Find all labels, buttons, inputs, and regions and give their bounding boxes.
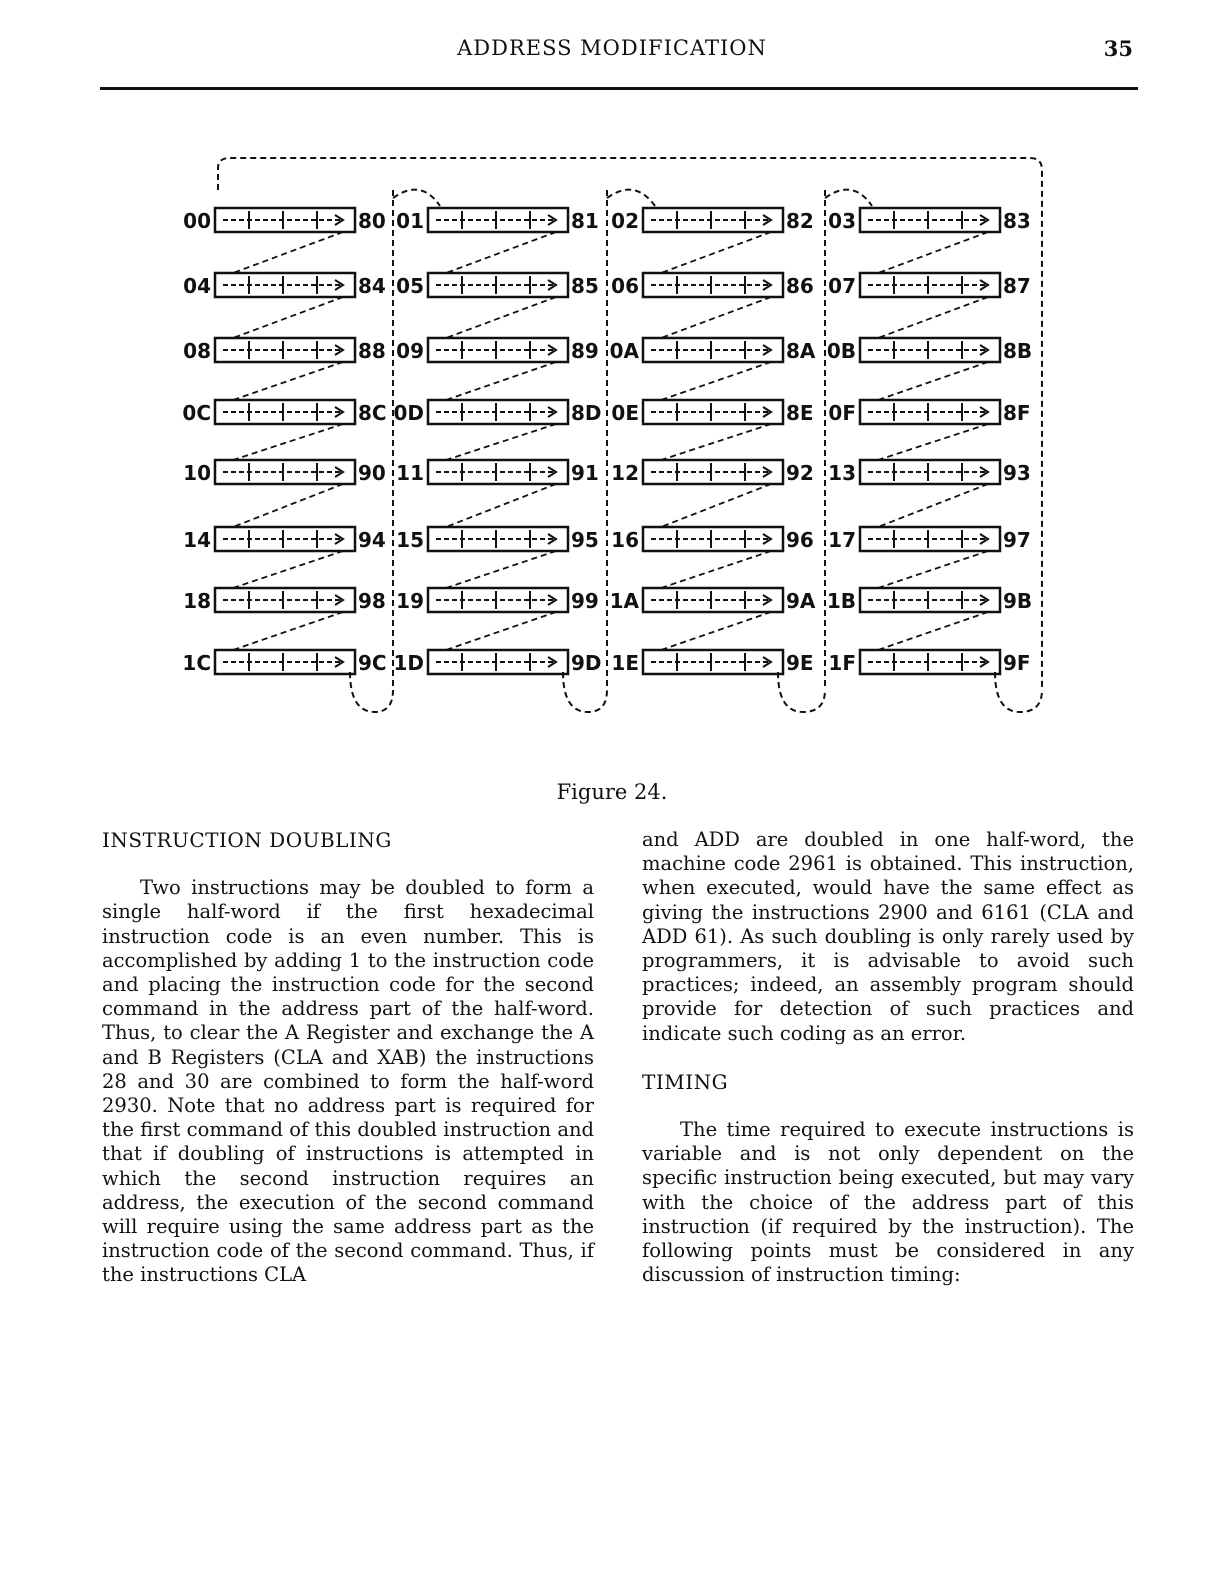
address-label-left: 10 <box>183 461 211 485</box>
address-label-left: 1D <box>393 651 424 675</box>
address-label-right: 9D <box>571 651 602 675</box>
diagonal-link-line <box>661 232 771 273</box>
address-label-right: 9E <box>786 651 814 675</box>
header-rule <box>100 87 1138 90</box>
diagonal-link-line <box>661 551 771 588</box>
address-label-left: 13 <box>828 461 856 485</box>
diagonal-link-line <box>878 612 988 650</box>
diagonal-link-line <box>446 551 556 588</box>
figure-24-memory-diagram <box>0 140 1224 740</box>
column-return-loop <box>778 672 825 712</box>
address-label-right: 84 <box>358 274 386 298</box>
diagonal-link-line <box>661 362 771 400</box>
address-label-left: 12 <box>611 461 639 485</box>
section-heading-instruction-doubling: INSTRUCTION DOUBLING <box>102 828 392 852</box>
diagonal-link-line <box>233 362 343 400</box>
address-label-left: 0C <box>182 401 211 425</box>
address-label-right: 92 <box>786 461 814 485</box>
address-label-left: 09 <box>396 339 424 363</box>
address-label-right: 89 <box>571 339 599 363</box>
address-label-right: 88 <box>358 339 386 363</box>
diagonal-link-line <box>878 232 988 273</box>
address-label-left: 0F <box>828 401 856 425</box>
column-entry-arc <box>607 190 655 206</box>
diagonal-link-line <box>446 612 556 650</box>
address-label-left: 18 <box>183 589 211 613</box>
address-label-left: 15 <box>396 528 424 552</box>
diagonal-link-line <box>446 232 556 273</box>
address-label-right: 95 <box>571 528 599 552</box>
diagonal-link-line <box>878 297 988 338</box>
address-label-right: 8A <box>786 339 816 363</box>
diagonal-link-line <box>878 484 988 527</box>
address-label-right: 97 <box>1003 528 1031 552</box>
address-label-left: 1A <box>609 589 639 613</box>
address-label-left: 14 <box>183 528 211 552</box>
figure-caption: Figure 24. <box>556 780 668 804</box>
address-label-right: 80 <box>358 209 386 233</box>
diagonal-link-line <box>233 424 343 460</box>
paragraph-timing: The time required to execute instructions is variable and is not only dependent on the specific instruction being executed, but may vary with the choice of the address part of this instruction (if required by the instruction). The following points must be considered in any discussion of instruction timing: <box>642 1118 1134 1287</box>
address-label-right: 85 <box>571 274 599 298</box>
address-label-left: 1E <box>611 651 639 675</box>
address-label-left: 11 <box>396 461 424 485</box>
address-label-right: 87 <box>1003 274 1031 298</box>
address-label-right: 8C <box>358 401 387 425</box>
address-label-left: 1F <box>828 651 856 675</box>
address-label-right: 8D <box>571 401 602 425</box>
diagonal-link-line <box>878 362 988 400</box>
diagonal-link-line <box>446 362 556 400</box>
address-label-left: 19 <box>396 589 424 613</box>
address-label-left: 0E <box>611 401 639 425</box>
diagonal-link-line <box>446 484 556 527</box>
diagonal-link-line <box>446 297 556 338</box>
paragraph-instruction-doubling: Two instructions may be doubled to form a single half-word if the first hexadecimal instruction code is an even number. This is accomplished by adding 1 to the instruction code and placing the instruction code for the second command in the address part of the half-word. Thus, to clear the A Register and exchange the A and B Registers (CLA and XAB) the instructions 28 and 30 are combined to form the half-word 2930. Note that no address part is required for the first command of this doubled instruction and that if doubling of instructions is attempted in which the second instruction requires an address, the execution of the second command will require using the same address part as the instruction code of the second command. Thus, if the instructions CLA <box>102 876 594 1287</box>
column-return-loop <box>350 672 393 712</box>
diagonal-link-line <box>233 551 343 588</box>
address-label-right: 9F <box>1003 651 1031 675</box>
address-label-right: 9B <box>1003 589 1033 613</box>
address-label-left: 08 <box>183 339 211 363</box>
address-label-right: 8E <box>786 401 814 425</box>
paragraph-continuation: and ADD are doubled in one half-word, the machine code 2961 is obtained. This instruction, when executed, would have the same effect as giving the instructions 2900 and 6161 (CLA and ADD 61). As such doubling is only rarely used by programmers, it is advisable to avoid such practices; indeed, an assembly program should provide for detection of such practices and indicate such coding as an error. <box>642 828 1134 1045</box>
column-return-loop <box>563 672 607 712</box>
address-label-right: 82 <box>786 209 814 233</box>
address-label-right: 94 <box>358 528 386 552</box>
address-label-right: 8F <box>1003 401 1031 425</box>
left-column <box>102 828 594 1288</box>
address-label-left: 01 <box>396 209 424 233</box>
address-label-right: 90 <box>358 461 386 485</box>
address-label-right: 81 <box>571 209 599 233</box>
address-label-left: 04 <box>183 274 211 298</box>
address-label-left: 03 <box>828 209 856 233</box>
address-label-right: 93 <box>1003 461 1031 485</box>
section-heading-timing: TIMING <box>642 1069 729 1094</box>
address-label-left: 17 <box>828 528 856 552</box>
diagonal-link-line <box>661 612 771 650</box>
address-label-right: 96 <box>786 528 814 552</box>
address-label-left: 0D <box>393 401 424 425</box>
address-label-left: 0A <box>609 339 639 363</box>
diagonal-link-line <box>661 484 771 527</box>
diagonal-link-line <box>233 297 343 338</box>
diagonal-link-line <box>446 424 556 460</box>
address-label-left: 1B <box>826 589 856 613</box>
address-label-left: 00 <box>183 209 211 233</box>
address-label-right: 99 <box>571 589 599 613</box>
address-label-left: 02 <box>611 209 639 233</box>
address-label-right: 9C <box>358 651 387 675</box>
column-entry-arc <box>393 190 440 206</box>
address-label-left: 07 <box>828 274 856 298</box>
diagonal-link-line <box>661 297 771 338</box>
address-label-right: 98 <box>358 589 386 613</box>
running-head-title: ADDRESS MODIFICATION <box>457 36 767 60</box>
address-label-right: 86 <box>786 274 814 298</box>
diagonal-link-line <box>661 424 771 460</box>
column-return-loop <box>995 672 1042 712</box>
diagonal-link-line <box>233 612 343 650</box>
page-number: 35 <box>1103 36 1133 61</box>
address-label-right: 83 <box>1003 209 1031 233</box>
column-entry-arc <box>825 190 872 206</box>
address-label-left: 06 <box>611 274 639 298</box>
diagonal-link-line <box>878 551 988 588</box>
address-label-right: 9A <box>786 589 816 613</box>
diagonal-link-line <box>878 424 988 460</box>
address-label-left: 16 <box>611 528 639 552</box>
address-label-left: 0B <box>826 339 856 363</box>
address-label-right: 8B <box>1003 339 1033 363</box>
right-column <box>642 828 1134 1287</box>
address-label-left: 1C <box>182 651 211 675</box>
diagonal-link-line <box>233 484 343 527</box>
address-label-left: 05 <box>396 274 424 298</box>
address-label-right: 91 <box>571 461 599 485</box>
diagonal-link-line <box>233 232 343 273</box>
